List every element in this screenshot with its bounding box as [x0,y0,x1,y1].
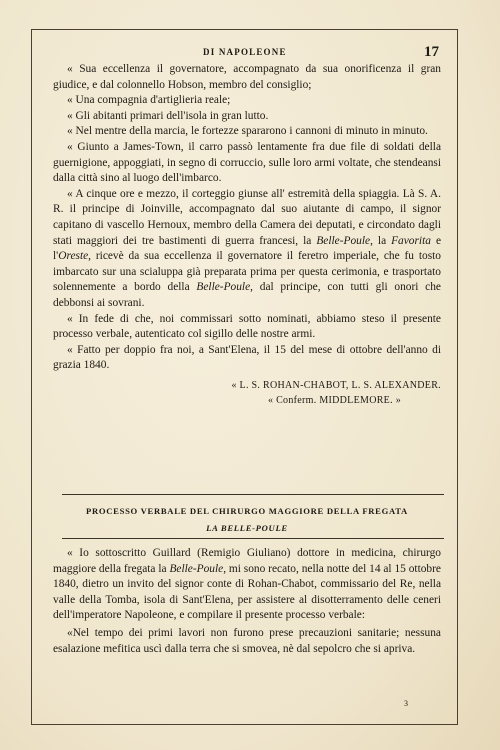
paragraph: « Sua eccellenza il governatore, accompagnato da sua onorificenza il gran giudice, e dal colonnello Hobson, membro del consiglio; [53,63,441,91]
section-block [53,506,441,533]
running-title: DI NAPOLEONE [203,47,287,57]
paragraph: « In fede di che, noi commissari sotto nominati, abbiamo steso il presente processo verbale, autenticato col sigillo delle nostre armi. [53,312,441,341]
paragraph: « Fatto per doppio fra noi, a Sant'Elena, il 15 del mese di ottobre dell'anno di grazia 1840. [53,343,441,372]
section-heading-subtitle: LA BELLE-POULE [206,523,288,533]
signature-line: « L. S. ROHAN-CHABOT, L. S. ALEXANDER. [231,379,441,391]
section-divider [62,494,444,495]
section-heading [53,506,441,533]
paragraph: «Nel tempo dei primi lavori non furono prese precauzioni sanitarie; nessuna esalazione mefitica uscì dalla terra che si smovea, nè dal sepolcro che si apriva. [53,626,441,655]
paragraph: « Una compagnia d'artiglieria reale; [67,94,231,107]
paragraph: « A cinque ore e mezzo, il corteggio giunse all' estremità della spiaggia. Là S. A. R. il principe di Joinville, accompagnato dal suo aiutante di campo, il signor capitano di vascello Hernoux, membro della Camera dei deputati, e circondato dagli stati maggiori dei tre bastimenti di guerra francesi, la Belle-Poule, la Favorita e l'Oreste, ricevè da sua eccellenza il governatore il feretro imperiale, che fu tosto imbarcato sur una scialuppa già preparata prima per questa cerimonia, e trasportato solennemente a bordo della Belle-Poule, dal principe, con tutti gli onori che debbonsi ai sovrani. [53,187,441,309]
page-content [53,44,441,406]
confirmation-line: « Conferm. MIDDLEMORE. » [267,394,401,406]
page-number: 17 [424,44,439,60]
paragraph: « Io sottoscritto Guillard (Remigio Giuliano) dottore in medicina, chirurgo maggiore della fregata la Belle-Poule, mi sono recato, nella notte del 14 al 15 ottobre 1840, dietro un invito del signor conte di Rohan-Chabot, commissario del Re, nella valle della Tomba, isola di Sant'Elena, per assistere al disotterramento delle ceneri dell'imperatore Napoleone, e compilare il presente processo verbale: [53,547,441,622]
paragraph: « Giunto a James-Town, il carro passò lentamente fra due file di soldati della guernigione, appoggiati, in segno di corruccio, sulle loro armi voltate, che stendeansi dalla città sino al luogo dell'imbarco. [53,140,441,185]
paragraph: « Gli abitanti primari dell'isola in gran lutto. [67,109,269,122]
section-body [53,546,441,657]
section-divider [62,538,444,539]
paragraph: « Nel mentre della marcia, le fortezze spararono i cannoni di minuto in minuto. [67,125,428,138]
running-header [53,44,441,62]
section-heading-line: PROCESSO VERBALE DEL CHIRURGO MAGGIORE DELLA FREGATA [86,506,408,516]
signature-mark: 3 [404,699,408,708]
